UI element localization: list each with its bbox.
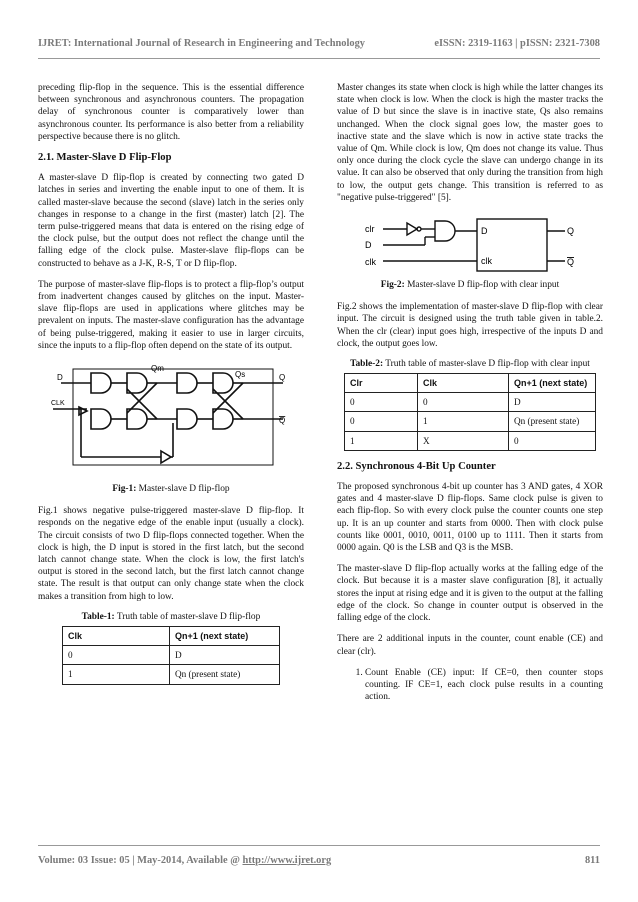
- paragraph: Fig.2 shows the implementation of master-slave D flip-flop with clear input. The circuit is designed using the truth table given in table.2. When the clr (clear) input goes high, irrespective of the inputs D and clock, the output goes low.: [337, 302, 603, 349]
- table1-caption-text: Truth table of master-slave D flip-flop: [116, 611, 261, 622]
- fig1-label-qm: Qm: [151, 364, 164, 374]
- table-cell: Qn (present state): [170, 665, 280, 684]
- right-column: [337, 82, 603, 703]
- table-cell: 1: [418, 412, 509, 431]
- journal-link[interactable]: http://www.ijret.org: [242, 855, 332, 866]
- table2-caption: [337, 359, 603, 370]
- fig2-caption-label: Fig-2:: [380, 280, 405, 291]
- table-cell: 0: [509, 431, 596, 450]
- page-number: 811: [584, 855, 600, 866]
- fig1-label-qbar: Q: [279, 416, 286, 426]
- fig1-label-q: Q: [279, 373, 286, 383]
- issn: eISSN: 2319-1163 | pISSN: 2321-7308: [434, 38, 600, 49]
- fig1-label-d: D: [57, 373, 63, 383]
- fig2-caption: [337, 279, 603, 291]
- fig1-caption-label: Fig-1:: [112, 484, 137, 495]
- section-heading: 2.1. Master-Slave D Flip-Flop: [38, 152, 172, 164]
- paragraph: Master changes its state when clock is high while the latter changes its state when clock is low. When the clock is high the master tracks the value of D but since the slave is in inactive state, Qs also remains unchanged. When the clock signal goes low, the master goes to inactive state and the slave which is now in active state tracks the value of Qm. While clock is low, Qm does not change its value. Thus only once during the clock cycle the slave can undergo change in its value. It can also be observed that only during the transition from high to low, the output gets change. This transition is referred to as "negative pulse-triggered" [5].: [337, 83, 603, 203]
- table-header-row: [63, 626, 280, 645]
- fig2-label-q: Q: [567, 226, 575, 237]
- table-row: [345, 412, 596, 431]
- table-header-row: [345, 374, 596, 393]
- table-cell: D: [509, 393, 596, 412]
- fig2-label-clr: clr: [365, 224, 375, 235]
- table1-caption-label: Table-1:: [81, 611, 115, 622]
- table2-caption-text: Truth table of master-slave D flip-flop with clear input: [385, 359, 590, 370]
- input-list: [337, 667, 603, 704]
- table1-caption: [38, 612, 304, 623]
- table-row: [345, 393, 596, 412]
- paragraph: There are 2 additional inputs in the counter, count enable (CE) and clear (clr).: [337, 634, 603, 657]
- fig1-circuit-diagram: [51, 361, 291, 479]
- page-footer: [38, 855, 600, 866]
- fig1-label-clk: CLK: [51, 400, 65, 408]
- table-cell: 1: [345, 431, 418, 450]
- header-rule: [38, 58, 600, 59]
- table-cell: 0: [345, 412, 418, 431]
- fig2-label-clk-in: clk: [365, 257, 376, 268]
- paragraph: The proposed synchronous 4-bit up counter has 3 AND gates, 4 XOR gates and 4 master-slave D flip-flops. Same clock pulse is given to each flip-flop. So with every clock pulse the counter counts one step up. It is an up counter and starts from 0000. Then with clock pulse counts like 0001, 0010, 0011, 0100 up to 1111. Then it starts from 0000 again. Q0 is the LSB and Q3 is the MSB.: [337, 482, 603, 554]
- fig2-circuit-diagram: [365, 213, 575, 275]
- paragraph: A master-slave D flip-flop is created by connecting two gated D latches in series and inverting the enable input to one of them. It is called master-slave because the second (slave) latch in the series only changes in response to a change in the first (master) latch [2]. The term pulse-triggered means that data is entered on the rising edge of the clock pulse, but the output does not reflect the change until the falling edge of the clock pulse. Master-slave flip-flops can be constructed to behave as a J-K, R-S, T or D flip-flop.: [38, 173, 304, 269]
- fig2-label-d-box: D: [481, 226, 488, 237]
- fig1-caption: [38, 483, 304, 495]
- journal-title: IJRET: International Journal of Research in Engineering and Technology: [38, 38, 365, 49]
- table2: [344, 373, 596, 451]
- section-heading: 2.2. Synchronous 4-Bit Up Counter: [337, 460, 496, 472]
- table-header-cell: Clk: [418, 374, 509, 393]
- fig2-label-clk-box: clk: [481, 256, 492, 267]
- table-cell: X: [418, 431, 509, 450]
- table-cell: 0: [418, 393, 509, 412]
- fig2-label-d-in: D: [365, 240, 372, 251]
- table-cell: 0: [63, 646, 170, 665]
- paragraph: Fig.1 shows negative pulse-triggered master-slave D flip-flop. It responds on the negative edge of the enable input (usually a clock). The circuit consists of two D flip-flops connected together. When the clock is high, the D input is stored in the first latch, but the second latch cannot change state. When the clock is low, the first latch's output is stored in the second latch, but the first latch cannot change state. The result is that output can only change state when the clock makes a transition from high to low.: [38, 506, 304, 602]
- fig1-label-qs: Qs: [235, 370, 246, 380]
- table-row: [345, 431, 596, 450]
- table2-caption-label: Table-2:: [350, 359, 384, 370]
- table-cell: 0: [345, 393, 418, 412]
- paragraph: The purpose of master-slave flip-flops is to protect a flip-flop’s output from inadvertent changes caused by glitches on the input. Master-slave flip-flops are used in applications where glitches may be prevalent on inputs. The master-slave configuration has the advantage of being pulse-triggered, making it easier to use in larger circuits, since the inputs to a flip-flop often depend on the state of its output.: [38, 279, 304, 351]
- footer-rule: [38, 845, 600, 846]
- table-header-cell: Clk: [63, 626, 170, 645]
- table-header-cell: Qn+1 (next state): [170, 626, 280, 645]
- left-column: [38, 82, 304, 695]
- table-row: [63, 665, 280, 684]
- table1: [62, 626, 280, 685]
- paragraph: The master-slave D flip-flop actually works at the falling edge of the clock. But because it is a master slave configuration [8], it actually stores the input at rising edge and it is given to the output at the falling edge of the clock. So change in counter output is observed in the falling edge of the clock.: [337, 564, 603, 624]
- table-cell: D: [170, 646, 280, 665]
- fig1-caption-text: Master-slave D flip-flop: [138, 484, 230, 495]
- fig2-label-qbar: Q: [567, 257, 575, 268]
- footer-volume: [38, 855, 331, 866]
- footer-volume-text: Volume: 03 Issue: 05 | May-2014, Available @: [38, 855, 240, 866]
- page-header: [38, 38, 600, 49]
- table-header-cell: Qn+1 (next state): [509, 374, 596, 393]
- paragraph: preceding flip-flop in the sequence. This is the essential difference between synchronous and asynchronous counters. The propagation delay of synchronous counter is comparatively lower than asynchronous counter. Its performance is also better from a reliability perspective because there is no glitch.: [38, 83, 304, 142]
- table-cell: 1: [63, 665, 170, 684]
- fig2-caption-text: Master-slave D flip-flop with clear input: [407, 280, 560, 291]
- table-header-cell: Clr: [345, 374, 418, 393]
- table-cell: Qn (present state): [509, 412, 596, 431]
- list-item: 1. Count Enable (CE) input: If CE=0, then counter stops counting. IF CE=1, each clock pulse results in a counting action.: [365, 667, 603, 704]
- table-row: [63, 646, 280, 665]
